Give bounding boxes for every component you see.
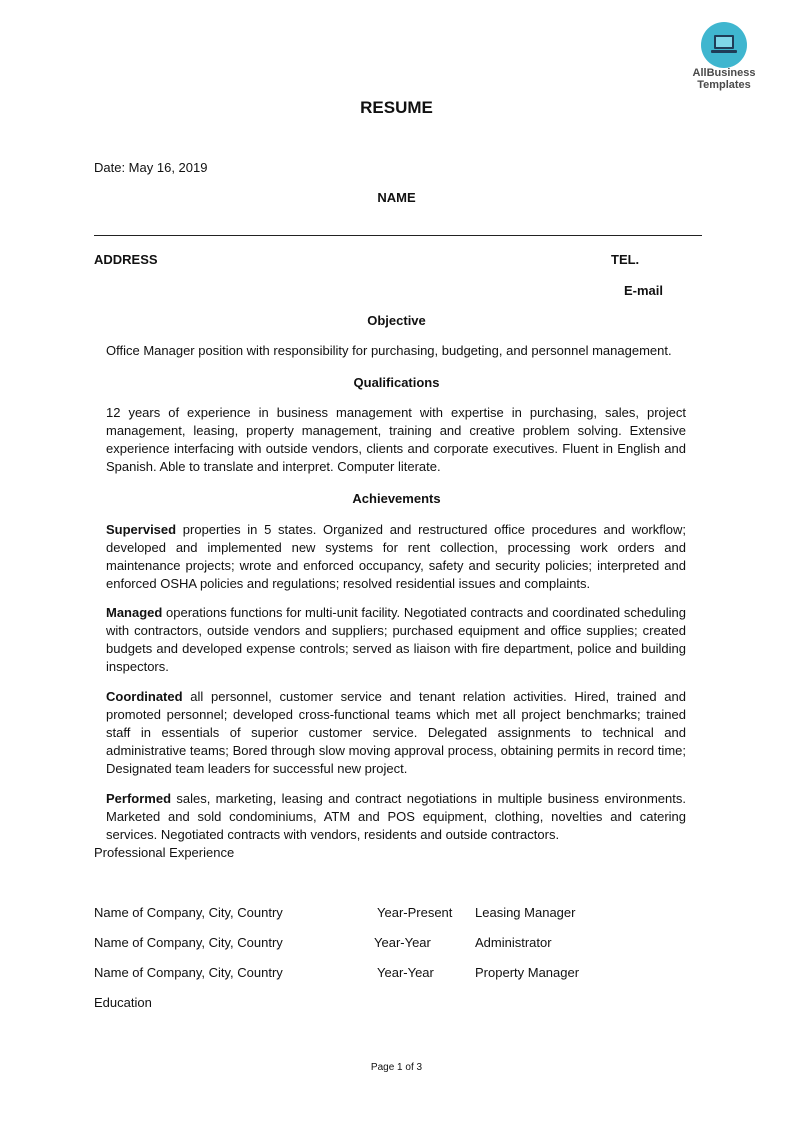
experience-years: Year-Year — [377, 965, 434, 980]
achievement-item — [106, 521, 686, 593]
qualifications-text: 12 years of experience in business management with expertise in purchasing, sales, project management, leasing, property management, training and creative problem solving. Extensive experience interfacing with outside vendors, clients and corporate executives. Fluent in English and Spanish. Able to translate and interpret. Computer literate. — [106, 405, 686, 474]
achievement-item — [106, 790, 686, 844]
achievement-text: all personnel, customer service and tenant relation activities. Hired, trained and promoted personnel; developed cross-functional teams which met all project benchmarks; trained staff in essentials of superior customer service. Delegated assignments to technical and administrative teams; Bored through slow moving approval process, obtaining permits in record time; Designated team leaders for successful new project. — [106, 689, 686, 776]
objective-text: Office Manager position with responsibility for purchasing, budgeting, and personnel management. — [106, 343, 672, 358]
experience-role: Leasing Manager — [475, 905, 576, 920]
objective-heading: Objective — [367, 313, 426, 328]
achievement-item — [106, 604, 686, 676]
achievement-item — [106, 688, 686, 778]
experience-company: Name of Company, City, Country — [94, 935, 283, 950]
achievement-text: operations functions for multi-unit facility. Negotiated contracts and coordinated scheduling with contractors, outside vendors and suppliers; purchased equipment and office supplies; created budgets and developed expense controls; served as liaison with fire department, police and building inspectors. — [106, 605, 686, 674]
laptop-icon — [701, 22, 747, 68]
achievement-lead: Managed — [106, 605, 163, 620]
achievement-text: sales, marketing, leasing and contract negotiations in multiple business environments. Marketed and sold condominiums, ATM and POS equipment, clothing, novelties and catering services. Negotiated contracts with vendors, residents and outside contractors. — [106, 791, 686, 842]
education-heading: Education — [94, 995, 152, 1010]
date-line: Date: May 16, 2019 — [94, 160, 208, 175]
experience-role: Administrator — [475, 935, 552, 950]
achievement-lead: Performed — [106, 791, 172, 806]
achievements-heading: Achievements — [352, 491, 441, 506]
experience-company: Name of Company, City, Country — [94, 965, 283, 980]
experience-role: Property Manager — [475, 965, 580, 980]
experience-years: Year-Year — [374, 935, 431, 950]
email-label: E-mail — [624, 283, 664, 298]
experience-company: Name of Company, City, Country — [94, 905, 283, 920]
divider-line — [94, 235, 702, 236]
document-title: RESUME — [360, 98, 433, 117]
experience-heading: Professional Experience — [94, 845, 235, 860]
achievement-text: properties in 5 states. Organized and restructured office procedures and workflow; developed and implemented new systems for rent collection, processing work orders and maintenance projects; wrote and enforced occupancy, safety and security policies; interpreted and enforced OSHA policies and regulations; resolved residential issues and complaints. — [106, 522, 686, 591]
name-heading: NAME — [377, 190, 416, 205]
achievement-lead: Coordinated — [106, 689, 183, 704]
company-logo — [688, 22, 768, 97]
tel-label: TEL. — [611, 252, 640, 267]
achievement-lead: Supervised — [106, 522, 177, 537]
address-label: ADDRESS — [94, 252, 158, 267]
logo-wordmark: AllBusiness Templates — [692, 67, 756, 91]
page-number: Page 1 of 3 — [370, 1062, 423, 1073]
qualifications-heading: Qualifications — [353, 375, 440, 390]
experience-years: Year-Present — [377, 905, 453, 920]
